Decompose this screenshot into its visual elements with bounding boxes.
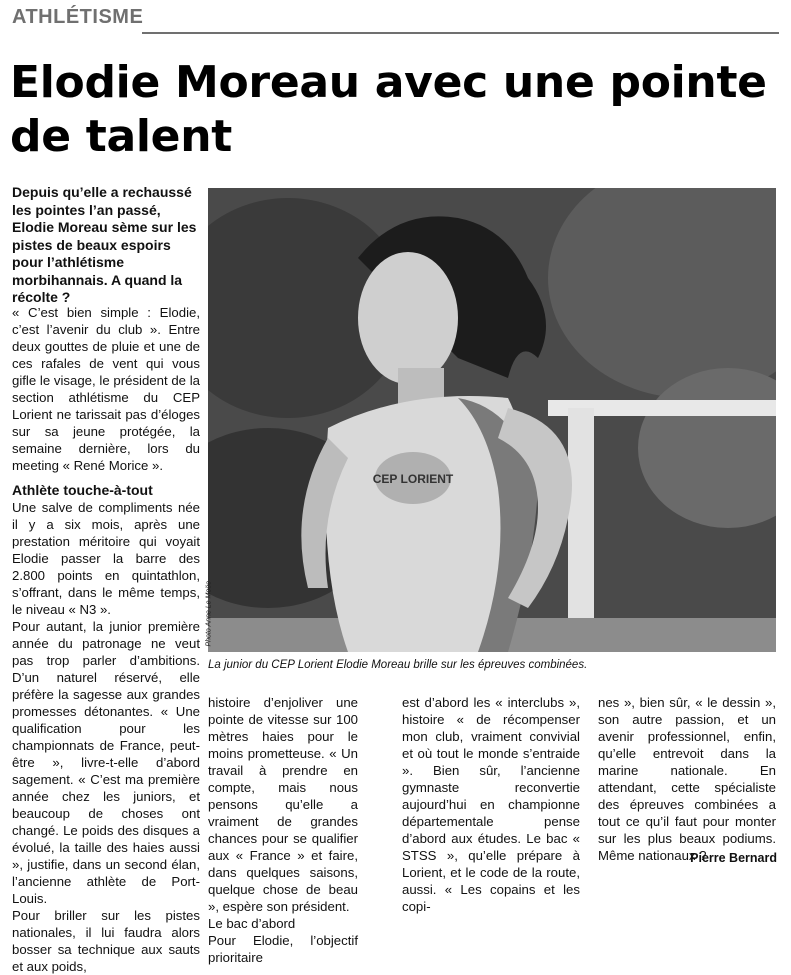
singlet-logo-text: CEP LORIENT <box>372 472 454 486</box>
photo-caption: La junior du CEP Lorient Elodie Moreau brille sur les épreuves combinées. <box>208 659 588 671</box>
column-1 <box>12 304 200 975</box>
paragraph-3: Pour autant, la junior première année du patronage ne veut pas trop parler d’ambitions. D’un naturel réservé, elle préfère la sagesse aux grandes promesses détonantes. « Une qualification pour les championnats de France, peut-être », livre-t-elle d’abord sagement. « C’est ma première année chez les juniors, et beaucoup de choses ont changé. Le poids des disques a évolué, la taille des haies aussi », justifie, dans un second élan, l’ancienne athlète de Port-Louis. <box>12 619 200 906</box>
athlete-photo-drawing <box>205 188 776 652</box>
author-signature: Pierre Bernard <box>690 851 777 865</box>
paragraph-4: Pour briller sur les pistes nationales, il lui faudra alors bosser sa technique aux sauts et aux poids, <box>12 908 200 974</box>
column-2-end: Pour Elodie, l’objectif prioritaire <box>208 933 358 965</box>
column-2-text: histoire d’enjoliver une pointe de vitesse sur 100 mètres haies pour le moins prometteuse. « Un travail à prendre en compte, mais nous pensons qu’elle a vraiment de grandes chances pour se qualifier aux « France » et faire, dans quelques saisons, quelque chose de beau », espère son président. <box>208 695 358 914</box>
photo-credit-text: Photo Anne Le Moëe <box>205 580 213 647</box>
photo-credit <box>200 560 212 650</box>
headline: Elodie Moreau avec une pointe de talent <box>10 57 767 162</box>
athlete-photo <box>205 188 776 652</box>
subheading-bac: Le bac d’abord <box>208 916 296 931</box>
column-3-text: est d’abord les « interclubs », histoire « de récompenser mon club, vraiment convivial et où tout le monde s’entraide ». Bien sûr, l’ancienne gymnaste reconvertie aujourd’hui en championne départementale pense d’abord aux études. Le bac « STSS », qu’elle prépare à Lorient, et le code de la route, aussi. « Les copains et les copi- <box>402 695 580 914</box>
rubric-label: ATHLÉTISME <box>12 6 144 28</box>
section-rubric <box>12 6 779 34</box>
paragraph-1: « C’est bien simple : Elodie, c’est l’avenir du club ». Entre deux gouttes de pluie et une de ces rafales de vent qui vous gifle le visage, le président de la section athlétisme du CEP Lorient ne tarissait pas d’éloges sur sa jeune protégée, la semaine dernière, lors du meeting « René Morice ». <box>12 305 200 473</box>
paragraph-2: Une salve de compliments née il y a six mois, après une prestation méritoire qui voyait Elodie passer la barre des 2.800 points en quintathlon, s’offrant, dans le même temps, le niveau « N3 ». <box>12 500 200 617</box>
column-4 <box>598 694 776 864</box>
subheading-athlete: Athlète touche-à-tout <box>12 482 153 498</box>
rubric-rule <box>142 32 779 34</box>
lead-paragraph: Depuis qu’elle a rechaussé les pointes l’an passé, Elodie Moreau sème sur les pistes de beaux espoirs pour l’athlétisme morbihannais. A quand la récolte ? <box>12 184 197 305</box>
column-2 <box>208 694 358 966</box>
column-3 <box>402 694 580 915</box>
column-4-text: nes », bien sûr, « le dessin », son autre passion, et un avenir professionnel, enfin, qu’elle entrevoit dans la marine nationale. En attendant, cette spécialiste des épreuves combinées a tout ce qu’il faut pour monter sur les plus beaux podiums. Même nationaux ? <box>598 695 776 863</box>
